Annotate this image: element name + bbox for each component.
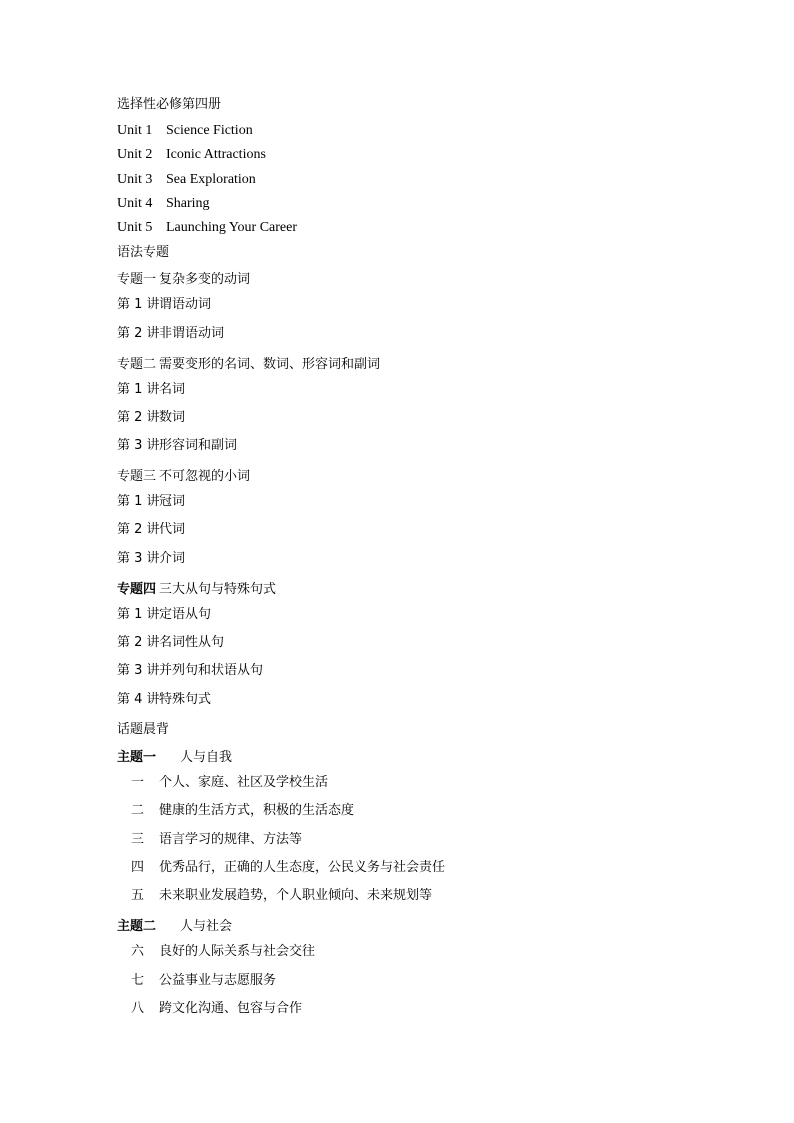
topic-1 [117, 272, 250, 288]
lecture-title: 数词 [159, 410, 186, 425]
lecture [117, 326, 224, 342]
unit-title: Iconic Attractions [166, 147, 266, 162]
item-number: 七 [131, 973, 145, 988]
item-title: 优秀品行，正确的人生态度，公民义务与社会责任 [159, 860, 446, 875]
lecture-title: 形容词和副词 [159, 438, 238, 453]
unit-number: Unit 3 [117, 172, 153, 187]
theme-item [131, 832, 302, 848]
unit-number: Unit 4 [117, 196, 153, 211]
theme-item [131, 803, 354, 819]
theme-item [131, 888, 432, 904]
lecture-title: 介词 [159, 551, 186, 566]
topic-title: 不可忽视的小词 [159, 469, 251, 484]
lecture [117, 382, 185, 398]
item-title: 良好的人际关系与社会交往 [159, 944, 316, 959]
unit-5 [117, 220, 297, 236]
theme-item [131, 973, 276, 989]
grammar-heading: 语法专题 [117, 245, 170, 260]
topic-number: 专题四 [117, 582, 157, 597]
lecture-number: 第 3 讲 [117, 663, 160, 678]
theme-title: 人与自我 [180, 750, 233, 765]
lecture [117, 410, 185, 426]
item-title: 语言学习的规律、方法等 [159, 832, 303, 847]
topic-number: 专题二 [117, 357, 157, 372]
theme-2 [117, 919, 232, 935]
lecture-number: 第 4 讲 [117, 692, 160, 707]
unit-3 [117, 172, 256, 188]
item-title: 未来职业发展趋势，个人职业倾向、未来规划等 [159, 888, 433, 903]
topic-title: 三大从句与特殊句式 [159, 582, 277, 597]
unit-1 [117, 123, 253, 139]
lecture-title: 冠词 [159, 494, 186, 509]
lecture-number: 第 1 讲 [117, 607, 160, 622]
theme-title: 人与社会 [180, 919, 233, 934]
lecture [117, 551, 185, 567]
item-title: 跨文化沟通、包容与合作 [159, 1001, 303, 1016]
item-title: 健康的生活方式，积极的生活态度 [159, 803, 355, 818]
unit-title: Sharing [166, 196, 210, 211]
unit-2 [117, 147, 266, 163]
lecture-title: 谓语动词 [159, 297, 212, 312]
topic-2 [117, 357, 380, 373]
lecture-number: 第 1 讲 [117, 382, 160, 397]
lecture-title: 定语从句 [159, 607, 212, 622]
topic-4 [117, 582, 276, 598]
theme-number: 主题二 [117, 919, 157, 934]
topic-title: 复杂多变的动词 [159, 272, 251, 287]
unit-title: Science Fiction [166, 123, 253, 138]
unit-number: Unit 2 [117, 147, 153, 162]
theme-item [131, 775, 328, 791]
theme-1 [117, 750, 232, 766]
lecture [117, 663, 263, 679]
topic-title: 需要变形的名词、数词、形容词和副词 [159, 357, 381, 372]
unit-number: Unit 5 [117, 220, 153, 235]
lecture-title: 非谓语动词 [159, 326, 225, 341]
item-number: 六 [131, 944, 145, 959]
theme-item [131, 944, 315, 960]
lecture-number: 第 1 讲 [117, 494, 160, 509]
lecture-number: 第 2 讲 [117, 326, 160, 341]
lecture [117, 297, 211, 313]
lecture [117, 494, 185, 510]
lecture-title: 特殊句式 [159, 692, 212, 707]
book-title: 选择性必修第四册 [117, 97, 222, 112]
lecture-number: 第 3 讲 [117, 438, 160, 453]
unit-title: Sea Exploration [166, 172, 256, 187]
theme-number: 主题一 [117, 750, 157, 765]
lecture-title: 并列句和状语从句 [159, 663, 264, 678]
lecture-number: 第 2 讲 [117, 410, 160, 425]
lecture-title: 名词性从句 [159, 635, 225, 650]
unit-number: Unit 1 [117, 123, 153, 138]
unit-title: Launching Your Career [166, 220, 298, 235]
topic-3 [117, 469, 250, 485]
item-number: 四 [131, 860, 145, 875]
lecture-number: 第 2 讲 [117, 522, 160, 537]
lecture [117, 438, 237, 454]
lecture [117, 692, 211, 708]
item-number: 一 [131, 775, 145, 790]
topic-number: 专题三 [117, 469, 157, 484]
topic-number: 专题一 [117, 272, 157, 287]
lecture [117, 635, 224, 651]
item-number: 二 [131, 803, 145, 818]
item-title: 公益事业与志愿服务 [159, 973, 277, 988]
unit-4 [117, 196, 210, 212]
lecture-number: 第 2 讲 [117, 635, 160, 650]
item-number: 五 [131, 888, 145, 903]
lecture [117, 522, 185, 538]
item-title: 个人、家庭、社区及学校生活 [159, 775, 329, 790]
lecture [117, 607, 211, 623]
lecture-number: 第 1 讲 [117, 297, 160, 312]
lecture-title: 名词 [159, 382, 186, 397]
theme-item [131, 1001, 302, 1017]
item-number: 三 [131, 832, 145, 847]
lecture-title: 代词 [159, 522, 186, 537]
item-number: 八 [131, 1001, 145, 1016]
recitation-heading: 话题晨背 [117, 722, 170, 737]
theme-item [131, 860, 445, 876]
lecture-number: 第 3 讲 [117, 551, 160, 566]
